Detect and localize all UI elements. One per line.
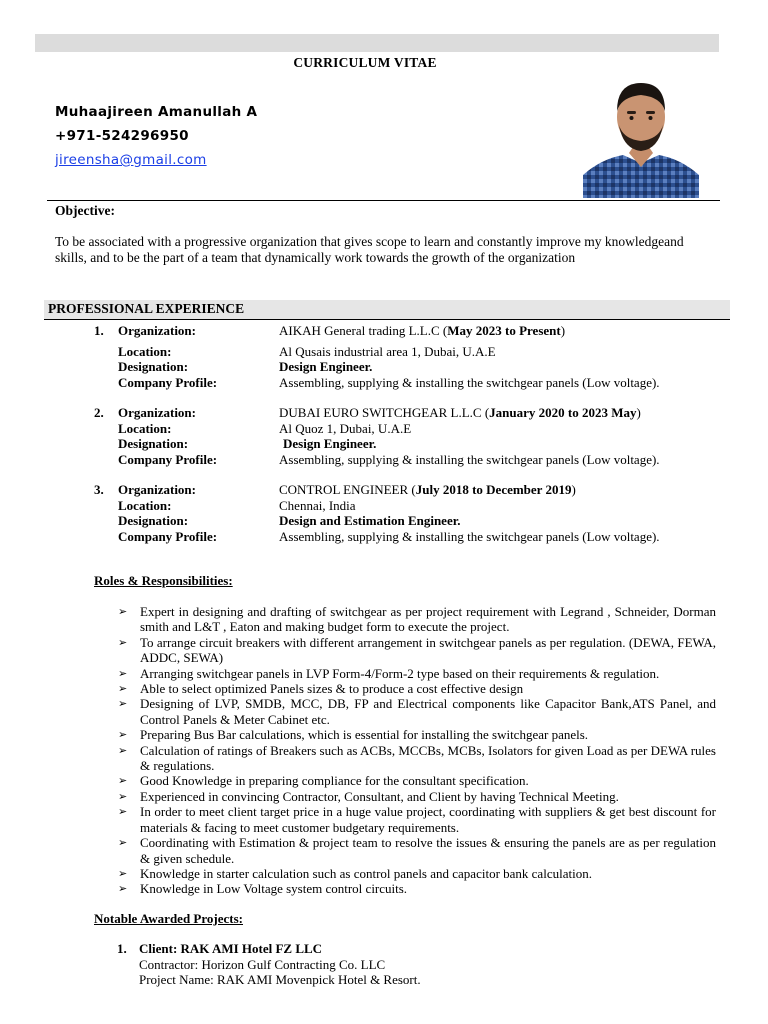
list-item [118,804,716,835]
list-item-text: In order to meet client target price in a huge value project, coordinating with suppliers & get best discount for materials & facing to meet customer budgetary requirements. [140,804,716,835]
arrow-bullet-icon: ➢ [118,635,128,649]
project-number: 1. [117,941,127,956]
list-item [118,743,716,774]
profile-row [94,529,734,545]
project-client-row [117,941,677,957]
projects-heading: Notable Awarded Projects: [94,911,243,926]
roles-heading: Roles & Responsibilities: [94,573,233,588]
profile-label: Company Profile: [118,528,218,544]
org-value [279,323,565,339]
location-row [94,344,734,360]
document-title: CURRICULUM VITAE [293,55,437,70]
arrow-bullet-icon: ➢ [118,605,128,618]
arrow-bullet-icon: ➢ [118,789,128,803]
list-item-text: Calculation of ratings of Breakers such as ACBs, MCCBs, MCBs, Isolators for given Load as per DEWA rules & regulations. [140,742,716,774]
org-row [94,405,734,421]
list-item [118,881,716,896]
location-value: Al Qusais industrial area 1, Dubai, U.A.E [279,343,496,359]
org-close: ) [571,482,576,497]
org-value [279,405,641,421]
location-label: Location: [118,420,172,436]
list-item-text: Arranging switchgear panels in LVP Form-4/Form-2 type based on their requirements & regulation. [140,665,660,681]
objective-label: Objective: [55,203,115,218]
project-client: Client: RAK AMI Hotel FZ LLC [139,941,323,956]
arrow-bullet-icon: ➢ [118,697,128,711]
project-item [117,941,677,988]
org-label: Organization: [118,323,196,338]
profile-value: Assembling, supplying & installing the switchgear panels (Low voltage). [279,451,660,467]
candidate-name: Muhaajireen Amanullah A [55,104,258,120]
designation-row [94,513,734,529]
list-item-text: Expert in designing and drafting of switchgear as per project requirement with Legrand , Schneider, Dorman smith and L&T , Eaton and making budget form to execute the project. [140,604,716,635]
arrow-bullet-icon: ➢ [118,866,128,880]
experience-section-title: PROFESSIONAL EXPERIENCE [48,301,245,316]
profile-photo-icon [583,75,699,198]
arrow-bullet-icon: ➢ [118,728,128,742]
experience-item [94,323,734,390]
objective-text: To be associated with a progressive organization that gives scope to learn and constantly improve my knowledgeand skills, and to be the part of a team that dynamically work towards the growth of the organization [55,234,684,265]
list-item [118,604,716,635]
list-item [118,773,716,788]
arrow-bullet-icon: ➢ [118,743,128,757]
arrow-bullet-icon: ➢ [118,682,128,696]
designation-label: Designation: [118,359,189,374]
org-label: Organization: [118,482,196,497]
org-name: AIKAH General trading L.L.C ( [279,323,448,338]
list-item [118,666,716,681]
project-name: Project Name: RAK AMI Movenpick Hotel & Resort. [139,972,421,987]
list-item-text: Knowledge in Low Voltage system control circuits. [140,881,408,897]
header-divider [47,200,720,201]
list-item-text: Knowledge in starter calculation such as control panels and capacitor bank calculation. [140,865,592,881]
designation-row [94,436,734,452]
project-contractor: Contractor: Horizon Gulf Contracting Co. LLC [139,956,386,972]
org-number: 3. [94,482,104,497]
profile-row [94,452,734,468]
list-item-text: Coordinating with Estimation & project team to resolve the issues & ensuring the panels are as per regulation & given schedule. [140,835,716,866]
designation-value: Design Engineer. [279,359,373,374]
org-close: ) [636,405,641,420]
list-item-text: Designing of LVP, SMDB, MCC, DB, FP and Electrical components like Capacitor Bank,ATS Panel, and Control Panels & Meter Cabinet etc. [140,696,716,727]
location-label: Location: [118,343,172,359]
arrow-bullet-icon: ➢ [118,774,128,788]
org-row [94,323,734,339]
list-item [118,866,716,881]
designation-label: Designation: [118,513,189,528]
list-item [118,635,716,666]
list-item-text: Good Knowledge in preparing compliance for the consultant specification. [140,773,529,789]
experience-item [94,405,734,467]
designation-value: Design and Estimation Engineer. [279,513,461,528]
list-item-text: Preparing Bus Bar calculations, which is essential for installing the switchgear panels. [140,727,589,743]
designation-value: Design Engineer. [283,436,377,451]
profile-value: Assembling, supplying & installing the switchgear panels (Low voltage). [279,528,660,544]
org-row [94,482,734,498]
org-close: ) [560,323,566,338]
roles-list [118,604,716,897]
list-item-text: Experienced in convincing Contractor, Consultant, and Client by having Technical Meeting. [140,788,619,804]
location-value: Chennai, India [279,497,356,513]
designation-label: Designation: [118,436,189,451]
org-name: DUBAI EURO SWITCHGEAR L.L.C ( [279,405,490,420]
org-number: 1. [94,323,104,338]
profile-label: Company Profile: [118,451,218,467]
org-period: July 2018 to December 2019 [415,482,572,497]
profile-photo [583,75,699,198]
org-period: May 2023 to Present [447,323,561,338]
profile-label: Company Profile: [118,374,218,390]
org-value [279,482,576,498]
location-value: Al Quoz 1, Dubai, U.A.E [279,420,412,436]
candidate-phone: +971-524296950 [55,128,189,144]
candidate-email-link[interactable]: jireensha@gmail.com [55,152,207,168]
list-item [118,727,716,742]
org-label: Organization: [118,405,196,420]
org-period: January 2020 to 2023 May [489,405,637,420]
list-item [118,681,716,696]
designation-row [94,359,734,375]
org-name: CONTROL ENGINEER ( [279,482,416,497]
list-item [118,696,716,727]
location-row [94,498,734,514]
profile-value: Assembling, supplying & installing the switchgear panels (Low voltage). [279,374,660,390]
arrow-bullet-icon: ➢ [118,836,128,850]
arrow-bullet-icon: ➢ [118,805,128,819]
org-number: 2. [94,405,104,420]
profile-row [94,375,734,391]
list-item-text: Able to select optimized Panels sizes & to produce a cost effective design [140,681,524,697]
list-item [118,835,716,866]
location-row [94,421,734,437]
arrow-bullet-icon: ➢ [118,882,128,896]
list-item-text: To arrange circuit breakers with different arrangement in switchgear panels as per regulation. (DEWA, FEWA, ADDC, SEWA) [140,634,716,666]
arrow-bullet-icon: ➢ [118,666,128,680]
header-band [35,34,719,52]
list-item [118,789,716,804]
experience-item [94,482,734,544]
location-label: Location: [118,497,172,513]
